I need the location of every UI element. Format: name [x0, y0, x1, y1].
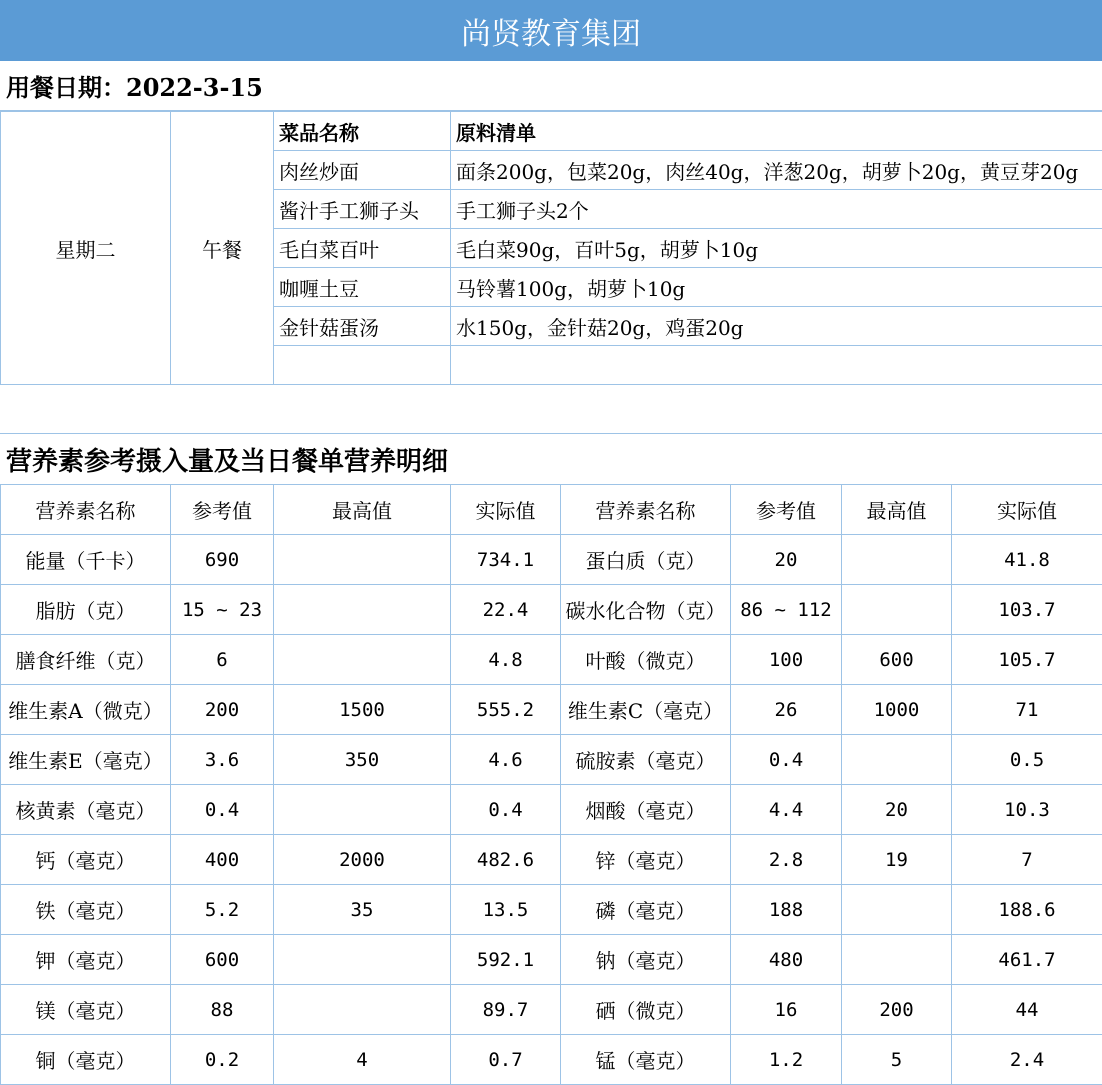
max-value-cell: 19	[842, 835, 952, 885]
actual-value-cell: 0.5	[952, 735, 1102, 785]
actual-value-cell: 2.4	[952, 1035, 1102, 1085]
dish-ingredients: 毛白菜90g，百叶5g，胡萝卜10g	[451, 229, 1102, 268]
nutrition-row	[1, 1035, 1102, 1085]
max-value-cell	[274, 935, 451, 985]
nutrient-name-cell: 铁（毫克）	[1, 885, 171, 935]
nutrition-row	[1, 835, 1102, 885]
nutrition-section-title: 营养素参考摄入量及当日餐单营养明细	[0, 434, 1102, 484]
nutrition-row	[1, 735, 1102, 785]
actual-value-cell: 89.7	[451, 985, 561, 1035]
nutrient-name-cell: 核黄素（毫克）	[1, 785, 171, 835]
nutrient-name-cell: 钾（毫克）	[1, 935, 171, 985]
max-value-cell: 1500	[274, 685, 451, 735]
actual-value-cell: 4.8	[451, 635, 561, 685]
ingredients-header: 原料清单	[451, 112, 1102, 151]
actual-value-cell: 4.6	[451, 735, 561, 785]
nutrition-header-cell: 营养素名称	[561, 485, 731, 535]
reference-value-cell: 6	[171, 635, 274, 685]
nutrient-name-cell: 钠（毫克）	[561, 935, 731, 985]
empty-cell	[274, 346, 451, 385]
dish-name: 酱汁手工狮子头	[274, 190, 451, 229]
nutrition-row	[1, 635, 1102, 685]
actual-value-cell: 103.7	[952, 585, 1102, 635]
spacer-row	[0, 384, 1102, 434]
max-value-cell: 2000	[274, 835, 451, 885]
nutrition-table	[0, 484, 1102, 1085]
reference-value-cell: 88	[171, 985, 274, 1035]
nutrient-name-cell: 锰（毫克）	[561, 1035, 731, 1085]
actual-value-cell: 41.8	[952, 535, 1102, 585]
nutrition-header-cell: 参考值	[171, 485, 274, 535]
reference-value-cell: 0.4	[731, 735, 842, 785]
dish-ingredients: 面条200g，包菜20g，肉丝40g，洋葱20g，胡萝卜20g，黄豆芽20g	[451, 151, 1102, 190]
reference-value-cell: 16	[731, 985, 842, 1035]
actual-value-cell: 7	[952, 835, 1102, 885]
actual-value-cell: 44	[952, 985, 1102, 1035]
reference-value-cell: 86 ~ 112	[731, 585, 842, 635]
nutrition-header-cell: 最高值	[274, 485, 451, 535]
nutrition-row	[1, 535, 1102, 585]
dish-name: 肉丝炒面	[274, 151, 451, 190]
max-value-cell: 1000	[842, 685, 952, 735]
nutrition-row	[1, 685, 1102, 735]
nutrition-header-cell: 实际值	[451, 485, 561, 535]
weekday-cell: 星期二	[1, 112, 171, 385]
max-value-cell	[274, 535, 451, 585]
empty-cell	[451, 346, 1102, 385]
max-value-cell	[842, 935, 952, 985]
max-value-cell: 200	[842, 985, 952, 1035]
nutrition-row	[1, 585, 1102, 635]
max-value-cell: 350	[274, 735, 451, 785]
actual-value-cell: 482.6	[451, 835, 561, 885]
reference-value-cell: 26	[731, 685, 842, 735]
max-value-cell	[274, 585, 451, 635]
nutrition-row	[1, 935, 1102, 985]
nutrition-row	[1, 885, 1102, 935]
nutrient-name-cell: 磷（毫克）	[561, 885, 731, 935]
max-value-cell	[842, 885, 952, 935]
nutrient-name-cell: 硫胺素（毫克）	[561, 735, 731, 785]
nutrient-name-cell: 镁（毫克）	[1, 985, 171, 1035]
actual-value-cell: 592.1	[451, 935, 561, 985]
reference-value-cell: 690	[171, 535, 274, 585]
reference-value-cell: 600	[171, 935, 274, 985]
nutrient-name-cell: 膳食纤维（克）	[1, 635, 171, 685]
actual-value-cell: 0.4	[451, 785, 561, 835]
max-value-cell: 20	[842, 785, 952, 835]
reference-value-cell: 400	[171, 835, 274, 885]
actual-value-cell: 0.7	[451, 1035, 561, 1085]
meal-type-cell: 午餐	[171, 112, 274, 385]
nutrition-header-cell: 最高值	[842, 485, 952, 535]
reference-value-cell: 4.4	[731, 785, 842, 835]
reference-value-cell: 100	[731, 635, 842, 685]
nutrient-name-cell: 钙（毫克）	[1, 835, 171, 885]
nutrient-name-cell: 维生素A（微克）	[1, 685, 171, 735]
meal-date: 用餐日期：2022-3-15	[0, 61, 1102, 111]
nutrition-header-cell: 营养素名称	[1, 485, 171, 535]
reference-value-cell: 15 ~ 23	[171, 585, 274, 635]
dish-ingredients: 手工狮子头2个	[451, 190, 1102, 229]
actual-value-cell: 10.3	[952, 785, 1102, 835]
reference-value-cell: 20	[731, 535, 842, 585]
nutrient-name-cell: 蛋白质（克）	[561, 535, 731, 585]
reference-value-cell: 480	[731, 935, 842, 985]
max-value-cell: 4	[274, 1035, 451, 1085]
dish-name: 毛白菜百叶	[274, 229, 451, 268]
reference-value-cell: 3.6	[171, 735, 274, 785]
actual-value-cell: 22.4	[451, 585, 561, 635]
reference-value-cell: 0.4	[171, 785, 274, 835]
actual-value-cell: 461.7	[952, 935, 1102, 985]
reference-value-cell: 2.8	[731, 835, 842, 885]
nutrient-name-cell: 能量（千卡）	[1, 535, 171, 585]
reference-value-cell: 0.2	[171, 1035, 274, 1085]
dish-ingredients: 马铃薯100g，胡萝卜10g	[451, 268, 1102, 307]
nutrition-row	[1, 785, 1102, 835]
max-value-cell: 5	[842, 1035, 952, 1085]
nutrient-name-cell: 烟酸（毫克）	[561, 785, 731, 835]
max-value-cell	[274, 635, 451, 685]
max-value-cell	[842, 735, 952, 785]
actual-value-cell: 105.7	[952, 635, 1102, 685]
dish-name: 咖喱土豆	[274, 268, 451, 307]
nutrition-header-row	[1, 485, 1102, 535]
max-value-cell	[842, 535, 952, 585]
actual-value-cell: 71	[952, 685, 1102, 735]
reference-value-cell: 1.2	[731, 1035, 842, 1085]
reference-value-cell: 5.2	[171, 885, 274, 935]
actual-value-cell: 13.5	[451, 885, 561, 935]
nutrition-header-cell: 实际值	[952, 485, 1102, 535]
max-value-cell	[274, 785, 451, 835]
max-value-cell: 35	[274, 885, 451, 935]
dish-ingredients: 水150g，金针菇20g，鸡蛋20g	[451, 307, 1102, 346]
reference-value-cell: 188	[731, 885, 842, 935]
actual-value-cell: 734.1	[451, 535, 561, 585]
nutrient-name-cell: 脂肪（克）	[1, 585, 171, 635]
actual-value-cell: 188.6	[952, 885, 1102, 935]
max-value-cell: 600	[842, 635, 952, 685]
menu-table	[0, 111, 1102, 385]
nutrient-name-cell: 维生素C（毫克）	[561, 685, 731, 735]
nutrient-name-cell: 维生素E（毫克）	[1, 735, 171, 785]
sheet-title: 尚贤教育集团	[0, 0, 1102, 61]
nutrient-name-cell: 硒（微克）	[561, 985, 731, 1035]
nutrient-name-cell: 锌（毫克）	[561, 835, 731, 885]
dish-header: 菜品名称	[274, 112, 451, 151]
nutrient-name-cell: 铜（毫克）	[1, 1035, 171, 1085]
nutrient-name-cell: 叶酸（微克）	[561, 635, 731, 685]
actual-value-cell: 555.2	[451, 685, 561, 735]
nutrition-row	[1, 985, 1102, 1035]
nutrition-header-cell: 参考值	[731, 485, 842, 535]
max-value-cell	[274, 985, 451, 1035]
nutrient-name-cell: 碳水化合物（克）	[561, 585, 731, 635]
max-value-cell	[842, 585, 952, 635]
reference-value-cell: 200	[171, 685, 274, 735]
dish-name: 金针菇蛋汤	[274, 307, 451, 346]
